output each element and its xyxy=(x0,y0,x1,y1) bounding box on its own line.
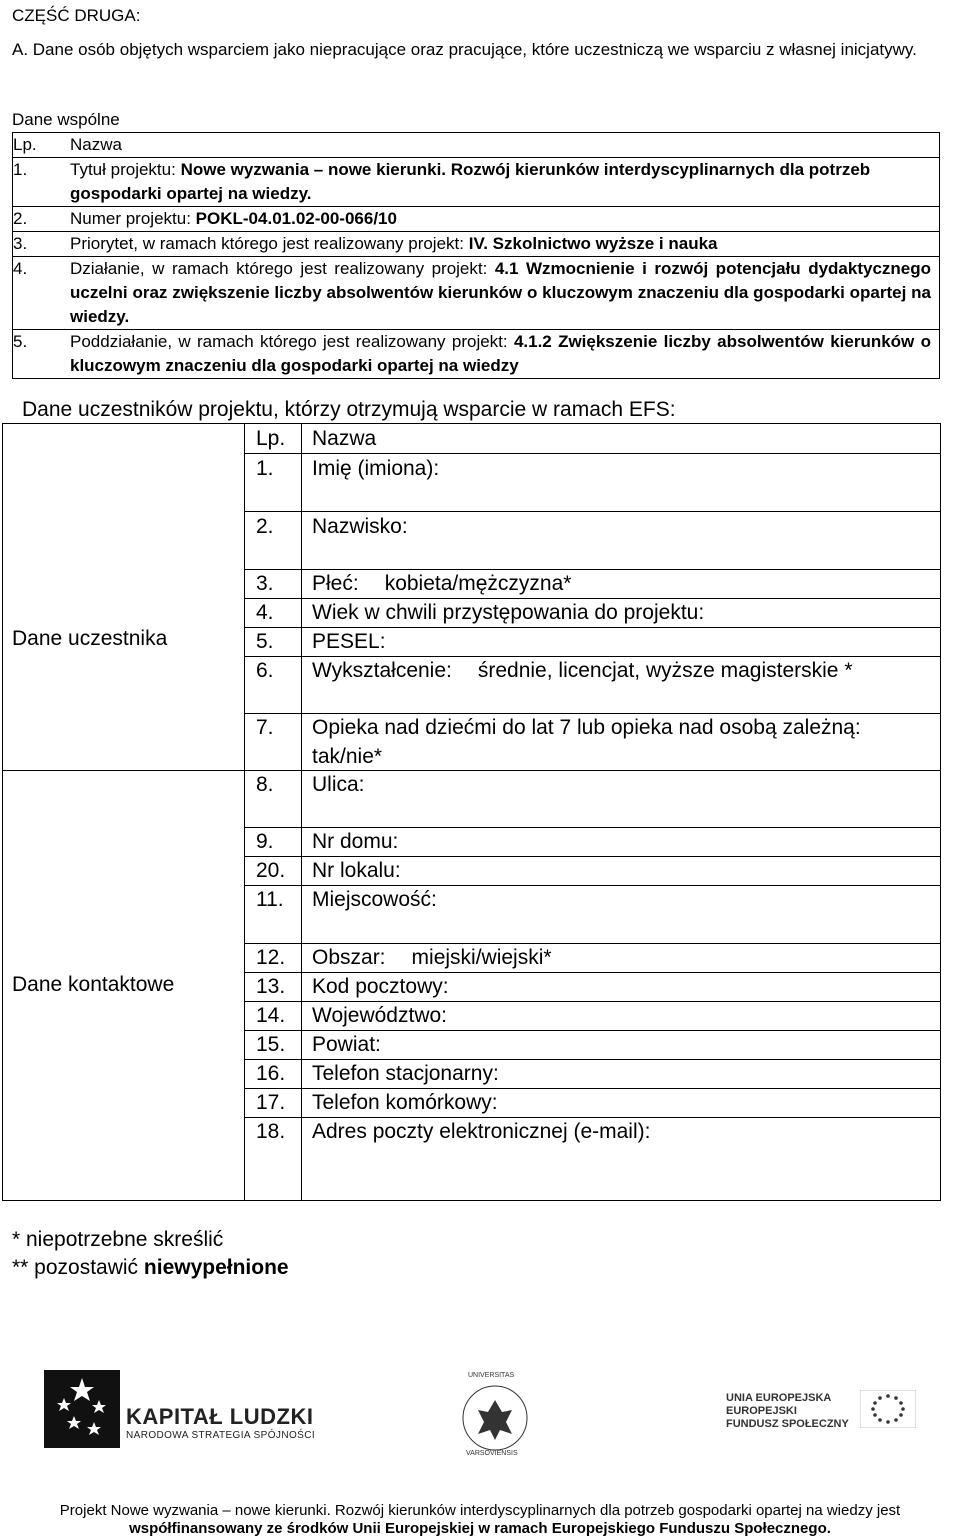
eu-line3: FUNDUSZ SPOŁECZNY xyxy=(726,1418,849,1430)
row-number: 2. xyxy=(256,515,274,538)
row-label: Priorytet, w ramach którego jest realizowany projekt: xyxy=(70,234,469,253)
field-first-name: Imię (imiona): xyxy=(312,457,440,480)
row-number: 12. xyxy=(256,946,286,969)
row-number: 9. xyxy=(256,830,274,853)
field-city: Miejscowość: xyxy=(312,888,437,911)
field-street: Ulica: xyxy=(312,773,365,796)
footer-line1: Projekt Nowe wyzwania – nowe kierunki. Rozwój kierunków interdyscyplinarnych dla potrzeb gospodarki opartej na wiedzy jest xyxy=(59,1502,901,1519)
field-label: Płeć: xyxy=(312,572,359,595)
field-options: kobieta/mężczyzna* xyxy=(384,572,572,595)
row-label: Działanie, w ramach którego jest realizowany projekt: xyxy=(70,259,495,278)
row-number: 1. xyxy=(256,457,274,480)
field-education xyxy=(312,656,927,685)
column-divider xyxy=(244,424,245,1200)
row-value: POKL-04.01.02-00-066/10 xyxy=(195,209,397,228)
field-email: Adres poczty elektronicznej (e-mail): xyxy=(312,1120,651,1143)
table1-row xyxy=(13,157,939,206)
column-divider xyxy=(301,424,302,453)
row-value: IV. Szkolnictwo wyższe i nauka xyxy=(468,234,718,253)
field-label: Wykształcenie: xyxy=(312,659,452,682)
row-number: 8. xyxy=(256,773,274,796)
row-number: 17. xyxy=(256,1091,286,1114)
table1-header xyxy=(13,133,939,157)
common-data-title: Dane wspólne xyxy=(12,110,120,129)
participants-title: Dane uczestników projektu, którzy otrzymują wsparcie w ramach EFS: xyxy=(22,398,676,421)
row-number: 4. xyxy=(13,259,28,278)
seal-top-text: UNIVERSITAS xyxy=(468,1372,515,1379)
group-participant-label: Dane uczestnika xyxy=(12,627,168,650)
row-number: 3. xyxy=(13,234,28,253)
row-value: 4.1.2 Zwiększenie liczby absolwentów kierunków o kluczowym znaczeniu dla gospodarki opartej na wiedzy xyxy=(70,332,931,375)
row-label: Poddziałanie, w ramach którego jest realizowany projekt: xyxy=(70,332,514,351)
university-seal xyxy=(460,1372,530,1458)
row-label: Numer projektu: xyxy=(70,209,196,228)
row-number: 5. xyxy=(256,630,274,653)
row-number: 7. xyxy=(256,716,274,739)
row-number: 18. xyxy=(256,1120,286,1143)
kl-title: KAPITAŁ LUDZKI xyxy=(126,1404,314,1429)
eu-flag-icon xyxy=(860,1390,916,1428)
eu-line2: EUROPEJSKI xyxy=(726,1405,797,1417)
section-a-title: A. Dane osób objętych wsparciem jako niepracujące oraz pracujące, które uczestniczą we wsparciu z własnej inicjatywy. xyxy=(12,40,917,59)
row-number: 20. xyxy=(256,859,286,882)
university-seal-icon xyxy=(460,1378,530,1458)
row-number: 4. xyxy=(256,601,274,624)
field-postal-code: Kod pocztowy: xyxy=(312,975,449,998)
field-options: miejski/wiejski* xyxy=(411,946,552,969)
participant-data-table xyxy=(2,423,941,1201)
row-number: 14. xyxy=(256,1004,286,1027)
field-area xyxy=(312,943,932,972)
note-leave-empty xyxy=(12,1254,289,1282)
table1-head-name: Nazwa xyxy=(70,135,122,154)
field-landline: Telefon stacjonarny: xyxy=(312,1062,499,1085)
row-number: 2. xyxy=(13,209,28,228)
row-number: 13. xyxy=(256,975,286,998)
kapital-ludzki-icon xyxy=(44,1370,120,1448)
group-contact-label: Dane kontaktowe xyxy=(12,973,175,996)
field-options: średnie, licencjat, wyższe magisterskie * xyxy=(477,659,853,682)
row-number: 3. xyxy=(256,572,274,595)
table1-row xyxy=(13,206,939,231)
project-data-table xyxy=(12,132,940,379)
row-number: 16. xyxy=(256,1062,286,1085)
field-mobile: Telefon komórkowy: xyxy=(312,1091,498,1114)
kapital-ludzki-logo xyxy=(44,1368,464,1448)
field-last-name: Nazwisko: xyxy=(312,515,408,538)
part-title: CZĘŚĆ DRUGA: xyxy=(12,6,141,25)
eu-logo xyxy=(726,1392,926,1442)
field-flat-no: Nr lokalu: xyxy=(312,859,401,882)
note-strike: * niepotrzebne skreślić xyxy=(12,1228,224,1251)
field-label: Obszar: xyxy=(312,946,386,969)
row-number: 15. xyxy=(256,1033,286,1056)
table1-row xyxy=(13,256,939,329)
field-gender xyxy=(312,569,932,598)
row-number: 1. xyxy=(13,160,28,179)
table1-row xyxy=(13,231,939,256)
note-bold: niewypełnione xyxy=(143,1256,289,1279)
table2-head-num: Lp. xyxy=(256,427,286,450)
field-voivodeship: Województwo: xyxy=(312,1004,448,1027)
row-value: Nowe wyzwania – nowe kierunki. Rozwój kierunków interdyscyplinarnych dla potrzeb gospodarki opartej na wiedzy. xyxy=(70,160,871,203)
eu-line1: UNIA EUROPEJSKA xyxy=(726,1392,832,1404)
field-care: Opieka nad dziećmi do lat 7 lub opieka nad osobą zależną: tak/nie* xyxy=(312,716,861,768)
row-value: 4.1 Wzmocnienie i rozwój potencjału dydaktycznego uczelni oraz zwiększenie liczby absolwentów kierunków o kluczowym znaczeniu dla gospodarki opartej na wiedzy. xyxy=(70,259,932,326)
seal-bottom-text: VARSOVIENSIS xyxy=(466,1450,518,1457)
footer-line2: współfinansowany ze środków Unii Europejskiej w ramach Europejskiego Funduszu Społecznego. xyxy=(129,1520,831,1537)
field-pesel: PESEL: xyxy=(312,630,386,653)
kl-subtitle: NARODOWA STRATEGIA SPÓJNOŚCI xyxy=(126,1430,316,1441)
row-label: Tytuł projektu: xyxy=(70,160,181,179)
row-number: 6. xyxy=(256,659,274,682)
table1-row xyxy=(13,329,939,378)
field-county: Powiat: xyxy=(312,1033,381,1056)
note-text: ** pozostawić xyxy=(12,1256,144,1279)
table1-head-num: Lp. xyxy=(13,135,37,154)
row-number: 11. xyxy=(256,888,284,911)
table2-head-name: Nazwa xyxy=(312,427,377,450)
field-house-no: Nr domu: xyxy=(312,830,399,853)
field-age: Wiek w chwili przystępowania do projektu: xyxy=(312,601,705,624)
row-number: 5. xyxy=(13,332,28,351)
